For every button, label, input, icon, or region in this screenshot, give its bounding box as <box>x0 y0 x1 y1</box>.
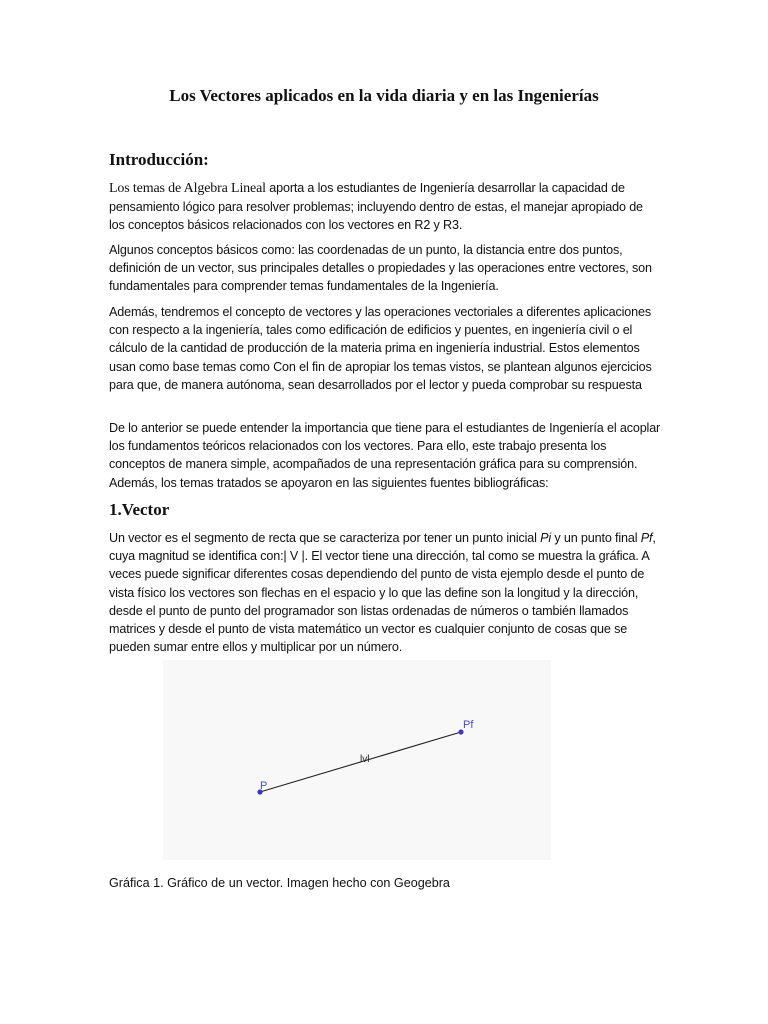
intro-paragraph-1 <box>109 179 661 235</box>
intro-heading: Introducción: <box>109 150 209 169</box>
document-title: Los Vectores aplicados en la vida diaria y en las Ingenierías <box>169 86 599 105</box>
vector-paragraph-text-c: , cuya magnitud se identifica con:| V |. El vector tiene una dirección, tal como se muestra la gráfica. A veces puede significar diferentes cosas dependiendo del punto de vista ejemplo desde el punto de vista físico los vectores son flechas en el espacio y lo que las define son la longitud y la dirección, desde el punto de punto del programador son listas ordenadas de números o también llamados matrices y desde el punto de vista matemático un vector es cualquier conjunto de cosas que se pueden sumar entre ellos y multiplicar por un número. <box>109 531 656 655</box>
vector-diagram <box>163 660 551 860</box>
vector-pf-term: Pf <box>640 531 653 545</box>
intro-paragraph-2: Algunos conceptos básicos como: las coordenadas de un punto, la distancia entre dos puntos, definición de un vector, sus principales detalles o propiedades y las operaciones entre vectores, son fundamentales para comprender temas fundamentales de la Ingeniería. <box>109 243 652 294</box>
intro-paragraph-1-lead: Los temas de Algebra Lineal <box>109 181 266 196</box>
vector-paragraph <box>109 529 661 656</box>
start-point-label: P <box>260 780 268 792</box>
vector-paragraph-text-a: Un vector es el segmento de recta que se caracteriza por tener un punto inicial <box>109 531 541 545</box>
intro-paragraph-4: De lo anterior se puede entender la importancia que tiene para el estudiantes de Ingeniería el acoplar los fundamentos teóricos relacionados con los vectores. Para ello, este trabajo presenta los conceptos de manera simple, acompañados de una representación gráfica para su comprensión. Además, los temas tratados se apoyaron en las siguientes fuentes bibliográficas: <box>109 421 661 490</box>
figure-caption: Gráfica 1. Gráfico de un vector. Imagen hecho con Geogebra <box>109 876 450 890</box>
intro-paragraph-3: Además, tendremos el concepto de vectores y las operaciones vectoriales a diferentes aplicaciones con respecto a la ingeniería, tales como edificación de edificios y puentes, en ingeniería civil o el cálculo de la cantidad de producción de la materia prima en ingeniería industrial. Estos elementos usan como base temas como Con el fin de apropiar los temas vistos, se plantean algunos ejercicios para que, de manera autónoma, sean desarrollados por el lector y pueda comprobar su respuesta <box>109 305 652 392</box>
magnitude-label: lvl <box>360 754 370 765</box>
end-point-label: Pf <box>463 719 474 731</box>
intro-paragraph-1-text: aporta a los estudiantes de Ingeniería desarrollar la capacidad de pensamiento lógico para resolver problemas; incluyendo dentro de estas, el manejar apropiado de los conceptos básicos relacionados con los vectores en R2 y R3. <box>109 181 643 233</box>
vector-pi-term: Pi <box>540 531 552 545</box>
vector-figure <box>163 660 551 860</box>
section-vector-heading: 1.Vector <box>109 500 170 519</box>
vector-paragraph-text-b: y un punto final <box>551 531 641 545</box>
